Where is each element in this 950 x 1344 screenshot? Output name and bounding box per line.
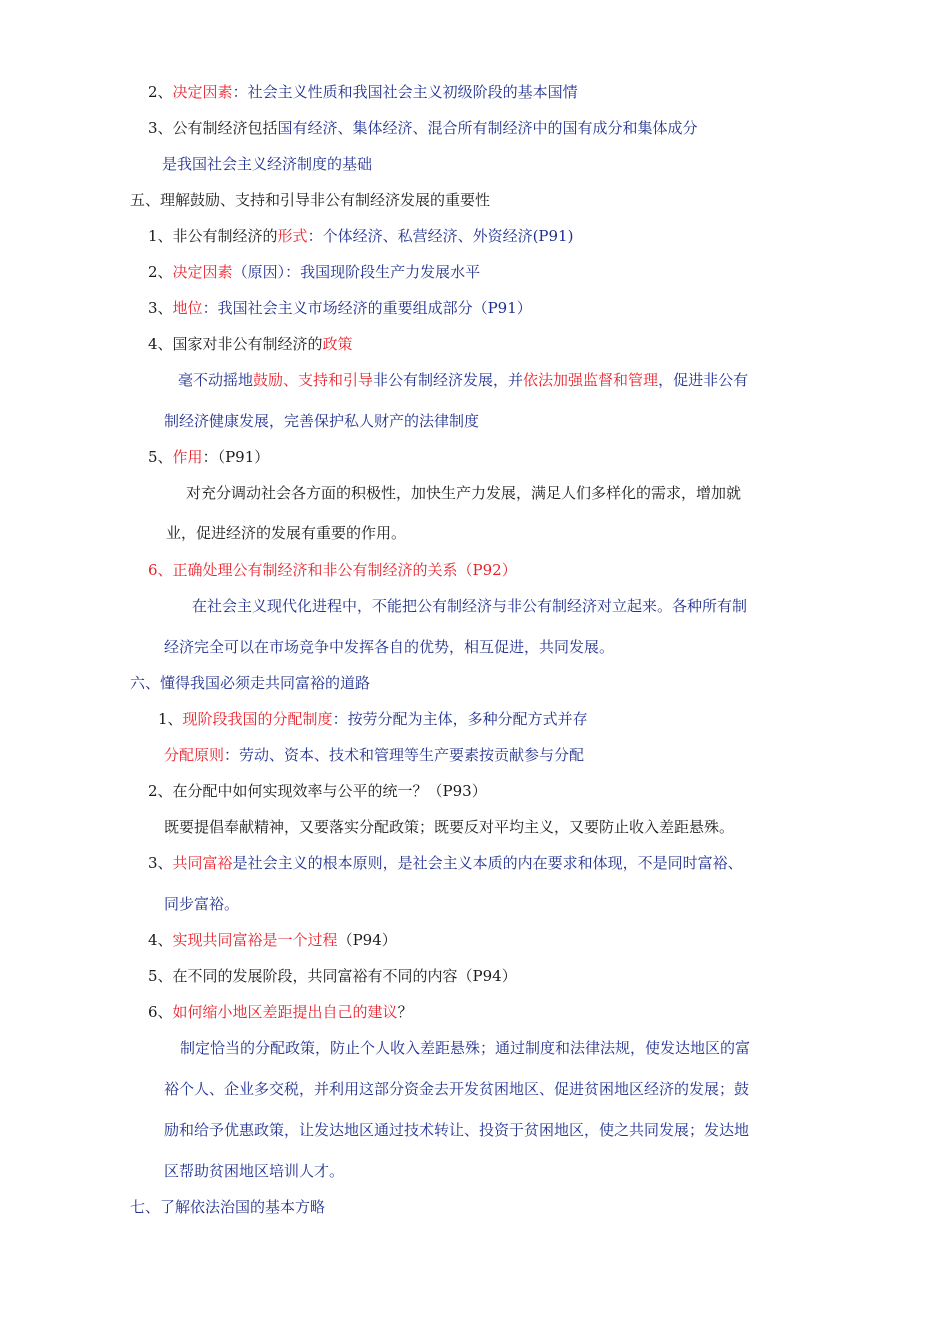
text-run-highlight: 依法加强监督和管理: [523, 371, 659, 389]
text-run-highlight: 鼓励、支持和引导: [253, 371, 374, 389]
text-run: ：社会主义性质和我国社会主义初级阶段的基本国情: [232, 83, 578, 101]
text-run-highlight: 作用: [172, 448, 203, 466]
text-line: [164, 1079, 749, 1099]
section-heading: [130, 673, 370, 693]
text-run: 4、国家对非公有制经济的: [148, 335, 323, 353]
text-run-highlight: 共同富裕: [172, 854, 233, 872]
text-run: 5、: [148, 448, 173, 466]
text-line: [158, 709, 588, 729]
text-line: [148, 1002, 413, 1022]
text-run: 业，促进经济的发展有重要的作用。: [166, 524, 407, 542]
text-run: 制经济健康发展，完善保护私人财产的法律制度: [164, 412, 480, 430]
text-run: 6、: [148, 1003, 173, 1021]
text-run: 1、: [158, 710, 183, 728]
text-run-highlight: 决定因素: [172, 263, 233, 281]
section-heading: [130, 190, 490, 210]
text-run: 六、懂得我国必须走共同富裕的道路: [130, 674, 371, 692]
text-line: [148, 262, 480, 282]
text-run-highlight: 现阶段我国的分配制度: [182, 710, 333, 728]
text-line: [164, 817, 734, 837]
text-line: [164, 745, 584, 765]
text-run: ：按劳分配为主体，多种分配方式并存: [332, 710, 588, 728]
text-line: [148, 118, 698, 138]
text-run: 3、公有制经济包括: [148, 119, 278, 137]
text-line: [162, 154, 372, 174]
text-run: 七、了解依法治国的基本方略: [130, 1198, 326, 1216]
text-line: [148, 966, 517, 986]
text-run-highlight: 6、正确处理公有制经济和非公有制经济的关系（P92）: [148, 561, 517, 579]
text-run: 2、: [148, 83, 173, 101]
text-line: [148, 560, 517, 580]
text-run-highlight: 实现共同富裕是一个过程: [172, 931, 338, 949]
text-line: [186, 483, 741, 503]
text-run: 3、: [148, 299, 173, 317]
text-line: [148, 930, 397, 950]
text-line: [166, 523, 406, 543]
text-run: 经济完全可以在市场竞争中发挥各自的优势，相互促进，共同发展。: [164, 638, 615, 656]
text-run-highlight: 形式: [277, 227, 308, 245]
text-line: [148, 334, 353, 354]
text-line: [148, 853, 743, 873]
text-line: [148, 226, 573, 246]
text-run-highlight: 分配原则: [164, 746, 225, 764]
text-line: [178, 370, 748, 390]
text-run: 是我国社会主义经济制度的基础: [162, 155, 373, 173]
text-run: 3、: [148, 854, 173, 872]
text-line: [164, 637, 614, 657]
text-run: 裕个人、企业多交税，并利用这部分资金去开发贫困地区、促进贫困地区经济的发展；鼓: [164, 1080, 750, 1098]
text-run: 对充分调动社会各方面的积极性，加快生产力发展，满足人们多样化的需求，增加就: [186, 484, 742, 502]
text-run: 非公有制经济发展，并: [373, 371, 524, 389]
text-line: [164, 1120, 749, 1140]
text-line: [148, 781, 487, 801]
text-run: 国有经济、集体经济、混合所有制经济中的国有成分和集体成分: [277, 119, 698, 137]
text-line: [148, 298, 532, 318]
text-run: ：（P91）: [202, 448, 270, 466]
text-line: [164, 411, 479, 431]
text-line: [148, 447, 269, 467]
text-run: 制定恰当的分配政策，防止个人收入差距悬殊；通过制度和法律法规，使发达地区的富: [180, 1039, 751, 1057]
text-run: 1、非公有制经济的: [148, 227, 278, 245]
text-run-highlight: 如何缩小地区差距提出自己的建议: [172, 1003, 398, 1021]
text-run: 同步富裕。: [164, 895, 240, 913]
text-run: 是社会主义的根本原则，是社会主义本质的内在要求和体现，不是同时富裕、: [232, 854, 743, 872]
text-run: 五、理解鼓励、支持和引导非公有制经济发展的重要性: [130, 191, 491, 209]
text-run: 2、: [148, 263, 173, 281]
text-line: [164, 894, 239, 914]
text-run: 在社会主义现代化进程中，不能把公有制经济与非公有制经济对立起来。各种所有制: [192, 597, 748, 615]
text-run: 励和给予优惠政策，让发达地区通过技术转让、投资于贫困地区，使之共同发展；发达地: [164, 1121, 750, 1139]
text-line: [180, 1038, 750, 1058]
text-run: ？: [397, 1003, 413, 1021]
text-run: ：我国社会主义市场经济的重要组成部分（P91）: [202, 299, 532, 317]
text-run: 4、: [148, 931, 173, 949]
text-run: 区帮助贫困地区培训人才。: [164, 1162, 345, 1180]
text-line: [192, 596, 747, 616]
text-run: 2、在分配中如何实现效率与公平的统一？（P93）: [148, 782, 487, 800]
text-run: （P94）: [337, 931, 397, 949]
text-run-highlight: 决定因素: [172, 83, 233, 101]
text-line: [148, 82, 578, 102]
text-run: 毫不动摇地: [178, 371, 254, 389]
text-run-highlight: 地位: [172, 299, 203, 317]
text-run: 既要提倡奉献精神，又要落实分配政策；既要反对平均主义，又要防止收入差距悬殊。: [164, 818, 735, 836]
text-run-highlight: 政策: [322, 335, 353, 353]
text-run: ：个体经济、私营经济、外资经济(P91): [307, 227, 574, 245]
text-line: [164, 1161, 344, 1181]
text-run: 5、在不同的发展阶段，共同富裕有不同的内容（P94）: [148, 967, 517, 985]
text-run: ，促进非公有: [658, 371, 749, 389]
text-run: （原因）：我国现阶段生产力发展水平: [232, 263, 481, 281]
text-run: ：劳动、资本、技术和管理等生产要素按贡献参与分配: [224, 746, 585, 764]
section-heading: [130, 1197, 325, 1217]
